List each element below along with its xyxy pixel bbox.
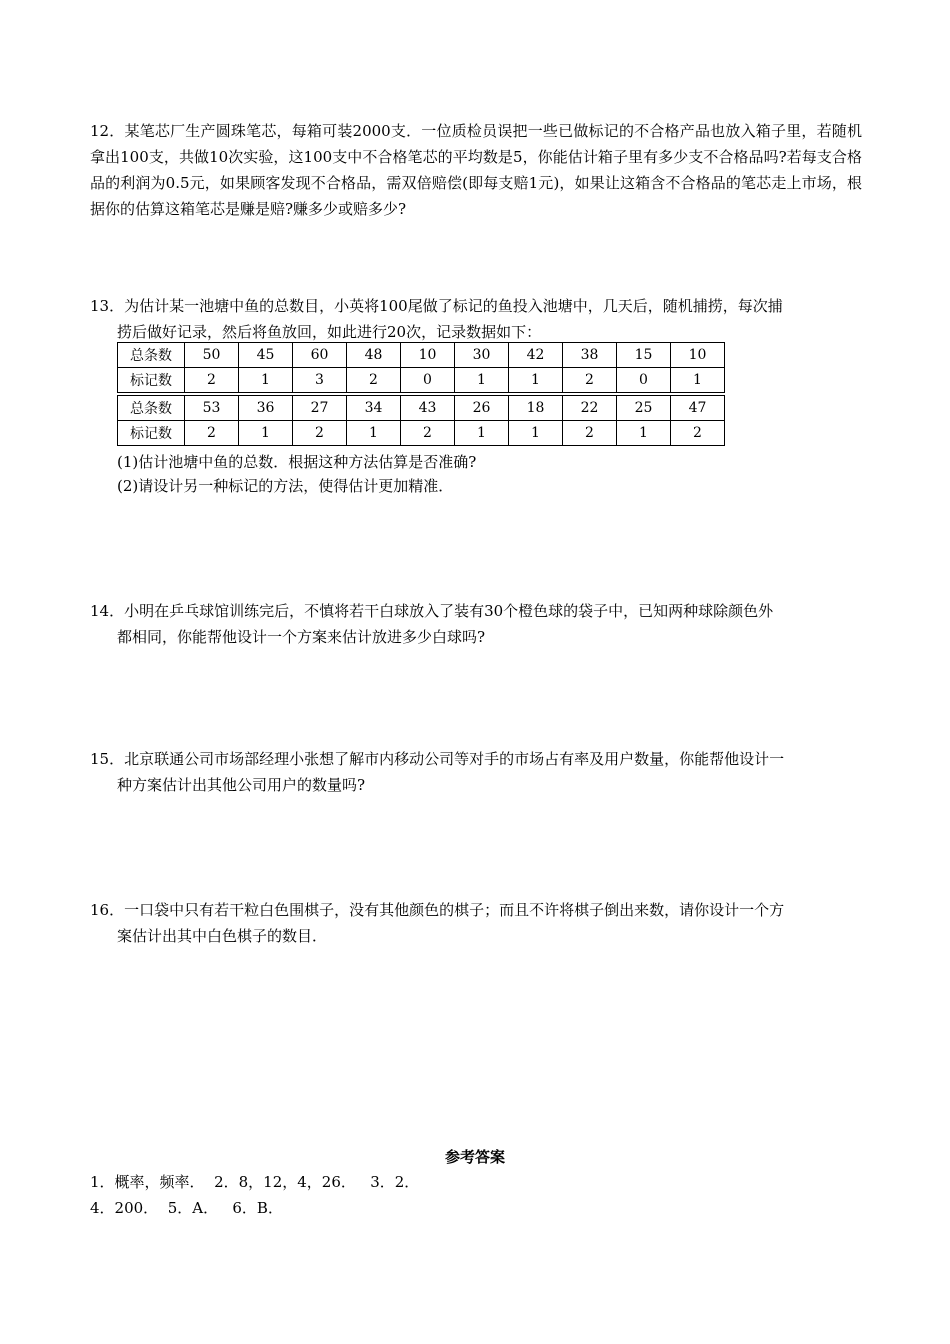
table-cell: 15 <box>617 343 671 368</box>
table-cell: 27 <box>293 396 347 421</box>
table-cell: 0 <box>617 368 671 393</box>
table-cell: 1 <box>347 421 401 446</box>
table-cell: 60 <box>293 343 347 368</box>
table-row <box>118 343 725 368</box>
table-cell: 45 <box>239 343 293 368</box>
table-cell: 1 <box>455 421 509 446</box>
table-cell: 1 <box>239 421 293 446</box>
table-cell: 2 <box>185 368 239 393</box>
table-cell: 3 <box>293 368 347 393</box>
table-cell: 30 <box>455 343 509 368</box>
table-cell: 26 <box>455 396 509 421</box>
table-row <box>118 368 725 393</box>
question-15-line-2: 种方案估计出其他公司用户的数量吗? <box>117 776 366 794</box>
record-table-1 <box>117 342 725 393</box>
question-16 <box>90 897 862 949</box>
question-13-line-1: 13．为估计某一池塘中鱼的总数目，小英将100尾做了标记的鱼投入池塘中，几天后，随机捕捞，每次捕 <box>90 297 783 315</box>
question-12 <box>90 118 862 222</box>
question-15 <box>90 746 862 798</box>
table-cell: 2 <box>401 421 455 446</box>
table-cell: 2 <box>671 421 725 446</box>
table-cell: 1 <box>617 421 671 446</box>
table-cell: 25 <box>617 396 671 421</box>
table-cell: 18 <box>509 396 563 421</box>
table-cell: 2 <box>347 368 401 393</box>
table-cell: 34 <box>347 396 401 421</box>
question-16-line-1: 16．一口袋中只有若干粒白色围棋子，没有其他颜色的棋子；而且不许将棋子倒出来数，请你设计一个方 <box>90 901 785 919</box>
table-cell: 50 <box>185 343 239 368</box>
table-header-cell: 总条数 <box>118 343 185 368</box>
table-cell: 1 <box>455 368 509 393</box>
table-cell: 10 <box>671 343 725 368</box>
question-14 <box>90 598 862 650</box>
table-cell: 1 <box>239 368 293 393</box>
table-header-cell: 标记数 <box>118 421 185 446</box>
question-14-line-1: 14．小明在乒乓球馆训练完后，不慎将若干白球放入了装有30个橙色球的袋子中，已知两种球除颜色外 <box>90 602 774 620</box>
record-table-2 <box>117 395 725 446</box>
table-cell: 22 <box>563 396 617 421</box>
question-15-line-1: 15．北京联通公司市场部经理小张想了解市内移动公司等对手的市场占有率及用户数量，你能帮他设计一 <box>90 750 785 768</box>
table-cell: 2 <box>185 421 239 446</box>
table-cell: 1 <box>509 421 563 446</box>
table-cell: 43 <box>401 396 455 421</box>
question-16-line-2: 案估计出其中白色棋子的数目． <box>117 927 328 945</box>
table-cell: 0 <box>401 368 455 393</box>
question-13 <box>90 293 862 345</box>
table-cell: 38 <box>563 343 617 368</box>
question-13-line-2: 捞后做好记录，然后将鱼放回，如此进行20次，记录数据如下： <box>117 323 542 341</box>
answers-line-2: 4．200． 5．A． 6．B． <box>90 1199 283 1217</box>
table-header-cell: 标记数 <box>118 368 185 393</box>
table-cell: 36 <box>239 396 293 421</box>
table-cell: 53 <box>185 396 239 421</box>
question-14-line-2: 都相同，你能帮他设计一个方案来估计放进多少白球吗? <box>117 628 486 646</box>
question-12-text: 12．某笔芯厂生产圆珠笔芯，每箱可装2000支．一位质检员误把一些已做标记的不合格产品也放入箱子里，若随机拿出100支，共做10次实验，这100支中不合格笔芯的平均数是5，你能估计箱子里有多少支不合格品吗?若每支合格品的利润为0.5元，如果顾客发现不合格品，需双倍赔偿(即每支赔1元)，如果让这箱含不合格品的笔芯走上市场，根据你的估算这箱笔芯是赚是赔?赚多少或赔多少? <box>90 122 862 218</box>
question-13-sub-1: (1)估计池塘中鱼的总数．根据这种方法估算是否准确? <box>117 453 477 471</box>
table-header-cell: 总条数 <box>118 396 185 421</box>
table-cell: 2 <box>563 368 617 393</box>
table-cell: 2 <box>293 421 347 446</box>
table-cell: 2 <box>563 421 617 446</box>
table-cell: 1 <box>671 368 725 393</box>
table-row <box>118 396 725 421</box>
table-cell: 47 <box>671 396 725 421</box>
table-cell: 1 <box>509 368 563 393</box>
table-cell: 10 <box>401 343 455 368</box>
table-cell: 48 <box>347 343 401 368</box>
table-cell: 42 <box>509 343 563 368</box>
answers-title: 参考答案 <box>444 1148 505 1166</box>
question-13-sub-2: (2)请设计另一种标记的方法，使得估计更加精准． <box>117 477 454 495</box>
answers-line-1: 1．概率，频率． 2．8，12，4，26． 3．2． <box>90 1173 420 1191</box>
table-row <box>118 421 725 446</box>
